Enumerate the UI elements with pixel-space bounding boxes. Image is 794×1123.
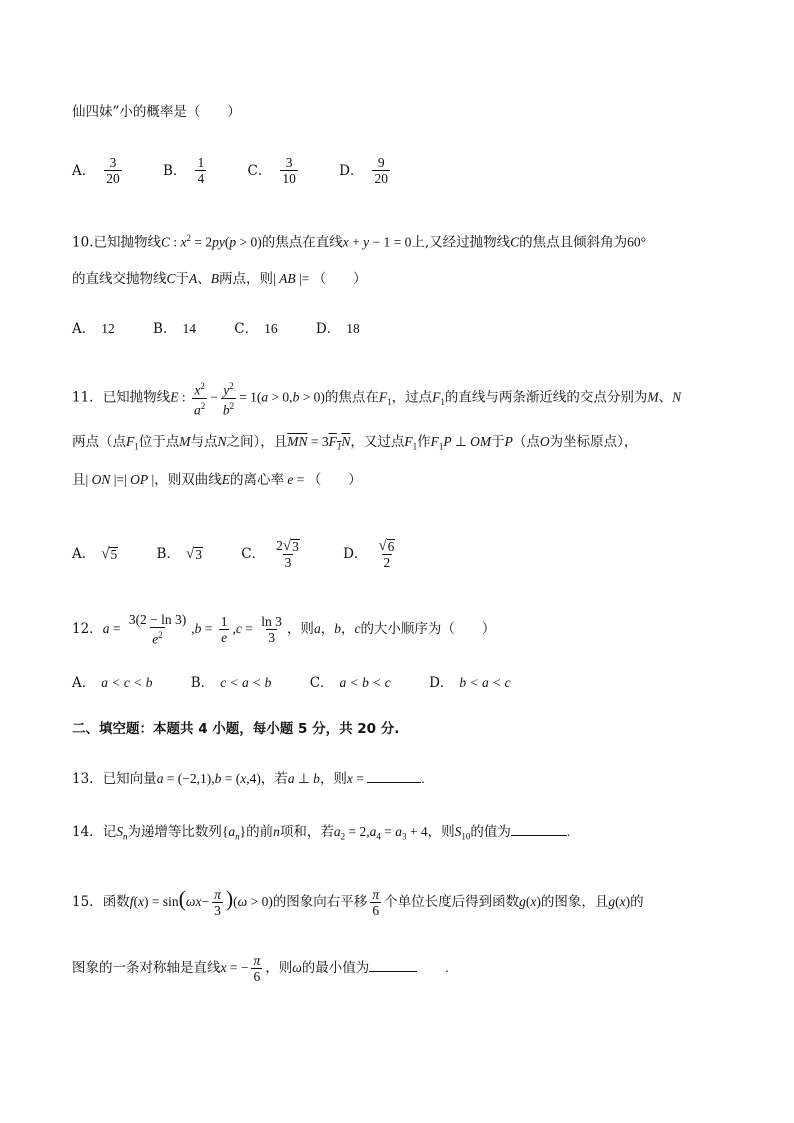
- q11-stem-line3: 且| ON |=| OP |，则双曲线E的离心率 e = （ ）: [72, 472, 362, 488]
- q10-stem-line2: 的直线交抛物线C于A、B两点，则| AB |= （ ）: [72, 271, 367, 287]
- q15-answer-blank[interactable]: [369, 971, 417, 972]
- q9-option-c[interactable]: C． $\frac{3}{10}$: [247, 155, 296, 186]
- q12-option-b[interactable]: B． c < a < b: [190, 675, 272, 691]
- q11-options: [72, 538, 754, 570]
- q10-option-b[interactable]: B． 14: [153, 321, 196, 337]
- q12-option-d[interactable]: D． b < a < c: [429, 675, 511, 691]
- q12-stem: 12．a = $\frac{3(2 - \ln 3)}{e^2}$ ,b = $\frac{1}{e}$ ,c = $\frac{\ln 3}{3}$ ，则a，b，c的大小顺序为（ ）: [72, 612, 496, 647]
- q13-stem: 13．已知向量a = (−2,1),b = (x,4)，若a ⊥ b，则x = .: [72, 771, 425, 787]
- q9-options: [72, 155, 754, 186]
- q9-stem: 仙四妹”小的概率是（ ）: [72, 104, 241, 120]
- q10-options: [72, 319, 754, 339]
- q12-option-a[interactable]: A． a < c < b: [72, 675, 153, 691]
- q9-option-b[interactable]: B． $\frac{1}{4}$: [163, 155, 205, 186]
- q10-option-a[interactable]: A． 12: [72, 321, 115, 337]
- q10-option-d[interactable]: D． 18: [315, 321, 360, 337]
- q10-stem-line1: 10.已知抛物线C : $x^2 = 2py(p > 0)$的焦点在直线x + y − 1 = 0上,又经过抛物线C的焦点且倾斜角为60°: [72, 233, 647, 251]
- q14-stem: 14．记$S_n$为递增等比数列$\{a_n\}$的前n项和，若$a_2 = 2,a_4 = a_3 + 4$，则$S_{10}$的值为 .: [72, 824, 571, 842]
- q12-option-c[interactable]: C． a < b < c: [309, 675, 391, 691]
- q14-answer-blank[interactable]: [511, 835, 567, 836]
- q10-option-c[interactable]: C． 16: [234, 321, 278, 337]
- q11-option-a[interactable]: A． √ 5: [72, 546, 118, 562]
- section-2-heading: 二、填空题：本题共 4 小题，每小题 5 分，共 20 分.: [72, 721, 400, 737]
- q11-option-c[interactable]: C． 2 √ 3 3: [241, 538, 299, 570]
- q11-option-d[interactable]: D． √ 6 2: [343, 538, 395, 570]
- q11-stem-line1: 11．已知抛物线E : $\frac{x^2}{a^2}$ − $\frac{y^2}{b^2}$ = 1(a > 0,b > 0)的焦点在$F_1$，过点$F_1$的直线与两条渐近线的交点分别为M、N: [72, 381, 682, 417]
- q11-stem-line2: 两点（点$F_1$位于点M与点N之间），且$\overline{MN} = 3F_1N$，又过点$F_1$作$F_1P$ ⊥ OM于P（点O为坐标原点），: [72, 434, 638, 452]
- q15-stem-line1: 15．函数f(x) = sin(ωx− $\frac{\pi}{3}$ )(ω > 0)的图象向右平移 $\frac{\pi}{6}$ 个单位长度后得到函数g(x)的图象，且g(x)的: [72, 886, 644, 918]
- q15-stem-line2: 图象的一条对称轴是直线x = − $\frac{\pi}{6}$ ，则ω的最小值为 .: [72, 953, 449, 984]
- q9-option-a[interactable]: A． $\frac{3}{20}$: [72, 155, 120, 186]
- q9-option-d[interactable]: D． $\frac{9}{20}$: [339, 155, 388, 186]
- q11-option-b[interactable]: B． √ 3: [156, 546, 202, 562]
- q13-answer-blank[interactable]: [367, 782, 421, 783]
- q12-options: [72, 673, 754, 693]
